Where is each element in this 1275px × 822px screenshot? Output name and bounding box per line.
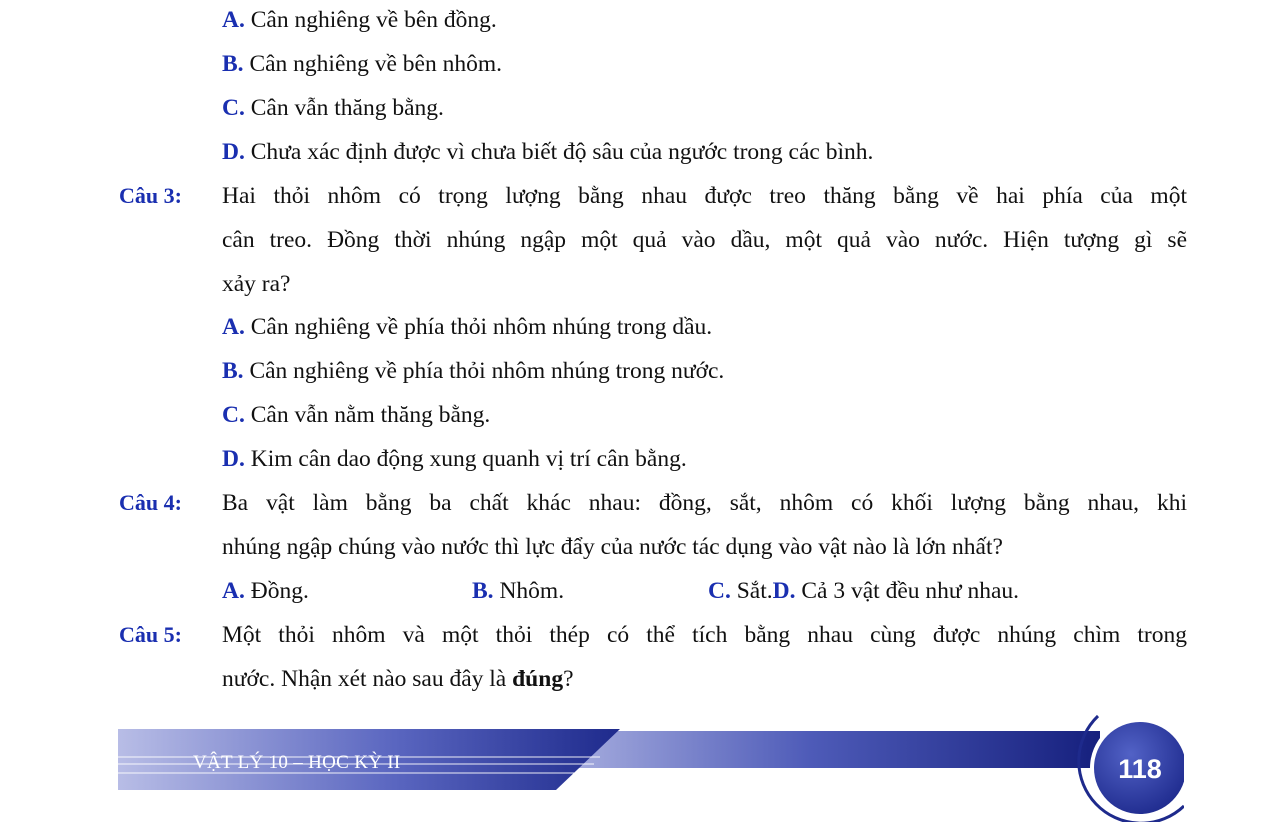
option-text: Đồng.	[244, 578, 309, 604]
question-5-emphasis: đúng	[512, 666, 564, 692]
question-3-text-line-2: cân treo. Đồng thời nhúng ngập một quả vào dầu, một quả vào nước. Hiện tượng gì sẽ	[222, 227, 1187, 253]
option-letter: A.	[222, 578, 245, 604]
question-4-label: Câu 4:	[119, 490, 182, 515]
question-5-text-end: ?	[563, 666, 574, 692]
option-text: Chưa xác định được vì chưa biết độ sâu của ngước trong các bình.	[244, 139, 874, 165]
option-text: Sắt.	[730, 578, 773, 604]
option-letter: C.	[222, 402, 245, 428]
footer-title: VẬT LÝ 10 – HỌC KỲ II	[193, 752, 401, 773]
option-letter: D.	[222, 139, 245, 165]
option-text: Cả 3 vật đều như nhau.	[795, 578, 1020, 604]
option-letter: A.	[222, 314, 245, 340]
option-text: Kim cân dao động xung quanh vị trí cân bằng.	[244, 446, 687, 472]
option-text: Nhôm.	[493, 578, 565, 604]
question-5-text: nước. Nhận xét nào sau đây là	[222, 666, 513, 692]
option-text: Cân vẫn nằm thăng bằng.	[244, 402, 491, 428]
option-letter: D.	[772, 578, 796, 604]
question-4-text-line-2: nhúng ngập chúng vào nước thì lực đẩy của nước tác dụng vào vật nào là lớn nhất?	[222, 534, 1003, 560]
option-letter: D.	[222, 446, 245, 472]
question-5-label: Câu 5:	[119, 622, 182, 647]
option-letter: A.	[222, 7, 245, 33]
question-3-label: Câu 3:	[119, 183, 182, 208]
option-letter: B.	[222, 358, 244, 384]
page-number: 118	[1118, 754, 1162, 784]
question-3-text-line-3: xảy ra?	[222, 271, 291, 297]
option-text: Cân nghiêng về bên nhôm.	[243, 51, 503, 77]
option-text: Cân vẫn thăng bằng.	[244, 95, 444, 121]
question-5-text-line-1: Một thỏi nhôm và một thỏi thép có thể tích bằng nhau cùng được nhúng chìm trong	[222, 622, 1187, 648]
option-letter: C.	[222, 95, 245, 121]
option-letter: B.	[222, 51, 244, 77]
option-letter: C.	[708, 578, 731, 604]
option-text: Cân nghiêng về phía thỏi nhôm nhúng trong nước.	[243, 358, 725, 384]
question-3-text-line-1: Hai thỏi nhôm có trọng lượng bằng nhau được treo thăng bằng về hai phía của một	[222, 183, 1187, 209]
option-letter: B.	[472, 578, 494, 604]
question-4-text-line-1: Ba vật làm bằng ba chất khác nhau: đồng, sắt, nhôm có khối lượng bằng nhau, khi	[222, 490, 1187, 516]
option-text: Cân nghiêng về bên đồng.	[244, 7, 497, 33]
option-text: Cân nghiêng về phía thỏi nhôm nhúng trong dầu.	[244, 314, 713, 340]
